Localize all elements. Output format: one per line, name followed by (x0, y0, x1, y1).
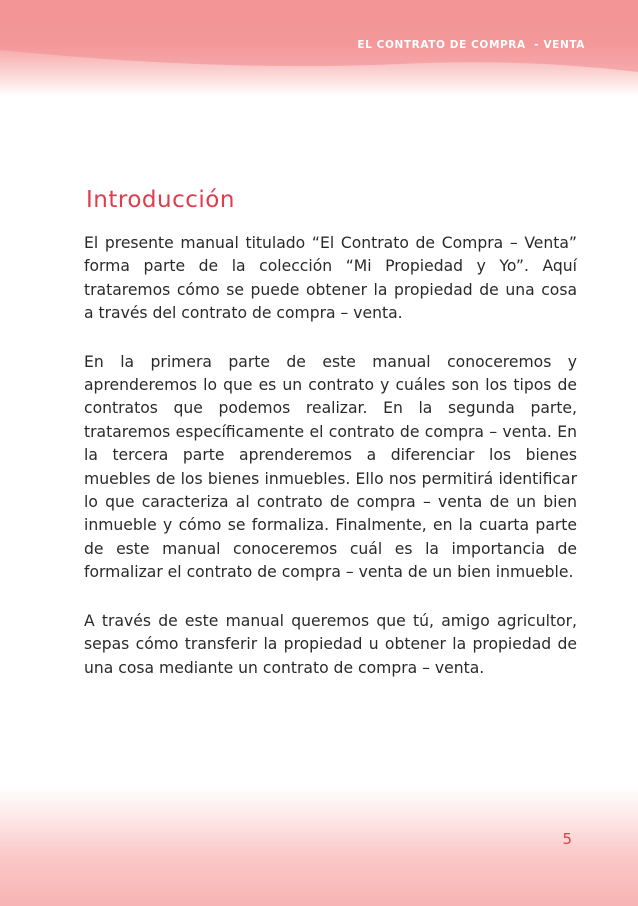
body-text (84, 232, 577, 705)
running-header-title: EL CONTRATO DE COMPRA - VENTA (357, 39, 585, 51)
paragraph-3: A través de este manual queremos que tú, amigo agricultor, sepas cómo transferir la propiedad u obtener la propiedad de una cosa mediante un contrato de compra – venta. (84, 611, 577, 677)
page-number: 5 (562, 830, 572, 848)
header-band (0, 0, 638, 120)
section-title: Introducción (86, 187, 235, 213)
footer-band (0, 786, 638, 906)
paragraph-2: En la primera parte de este manual conoceremos y aprenderemos lo que es un contrato y cuáles son los tipos de contratos que podemos realizar. En la segunda parte, trataremos específicamente el contrato de compra – venta. En la tercera parte aprenderemos a diferenciar los bienes muebles de los bienes inmuebles. Ello nos permitirá identificar lo que caracteriza al contrato de compra – venta de un bien inmueble y cómo se formaliza. Finalmente, en la cuarta parte de este manual conoceremos cuál es la importancia de formalizar el contrato de compra – venta de un bien inmueble. (84, 352, 577, 582)
header-wave-decoration (0, 0, 638, 110)
paragraph-1: El presente manual titulado “El Contrato de Compra – Venta” forma parte de la colección “Mi Propiedad y Yo”. Aquí trataremos cómo se puede obtener la propiedad de una cosa a través del contrato de compra – venta. (84, 234, 577, 323)
